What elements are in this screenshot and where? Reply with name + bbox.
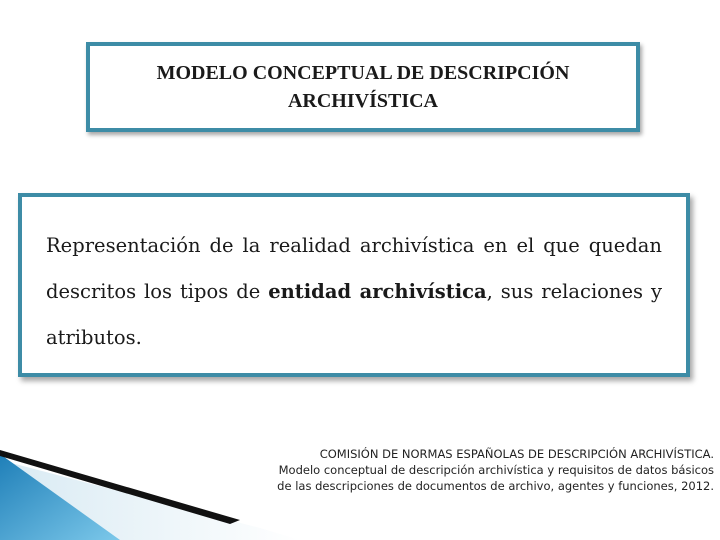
citation xyxy=(277,446,714,494)
definition-box xyxy=(18,193,690,377)
slide-title-line2: ARCHIVÍSTICA xyxy=(287,90,438,112)
citation-line2: Modelo conceptual de descripción archivística y requisitos de datos básicos xyxy=(278,463,714,477)
definition-text xyxy=(46,223,662,361)
definition-part1: Representación de la realidad archivística en el que quedan descritos los tipos de xyxy=(46,234,662,303)
definition-emphasis: entidad archivística xyxy=(268,280,487,303)
slide-title xyxy=(157,59,570,115)
slide-title-line1: MODELO CONCEPTUAL DE DESCRIPCIÓN xyxy=(156,62,570,84)
citation-line1: COMISIÓN DE NORMAS ESPAÑOLAS DE DESCRIPCIÓN ARCHIVÍSTICA. xyxy=(319,447,714,461)
citation-line3: de las descripciones de documentos de archivo, agentes y funciones, 2012. xyxy=(277,479,714,493)
title-box xyxy=(86,42,640,132)
corner-decoration xyxy=(0,440,300,540)
definition-part2: , sus relaciones y atributos. xyxy=(46,280,662,349)
